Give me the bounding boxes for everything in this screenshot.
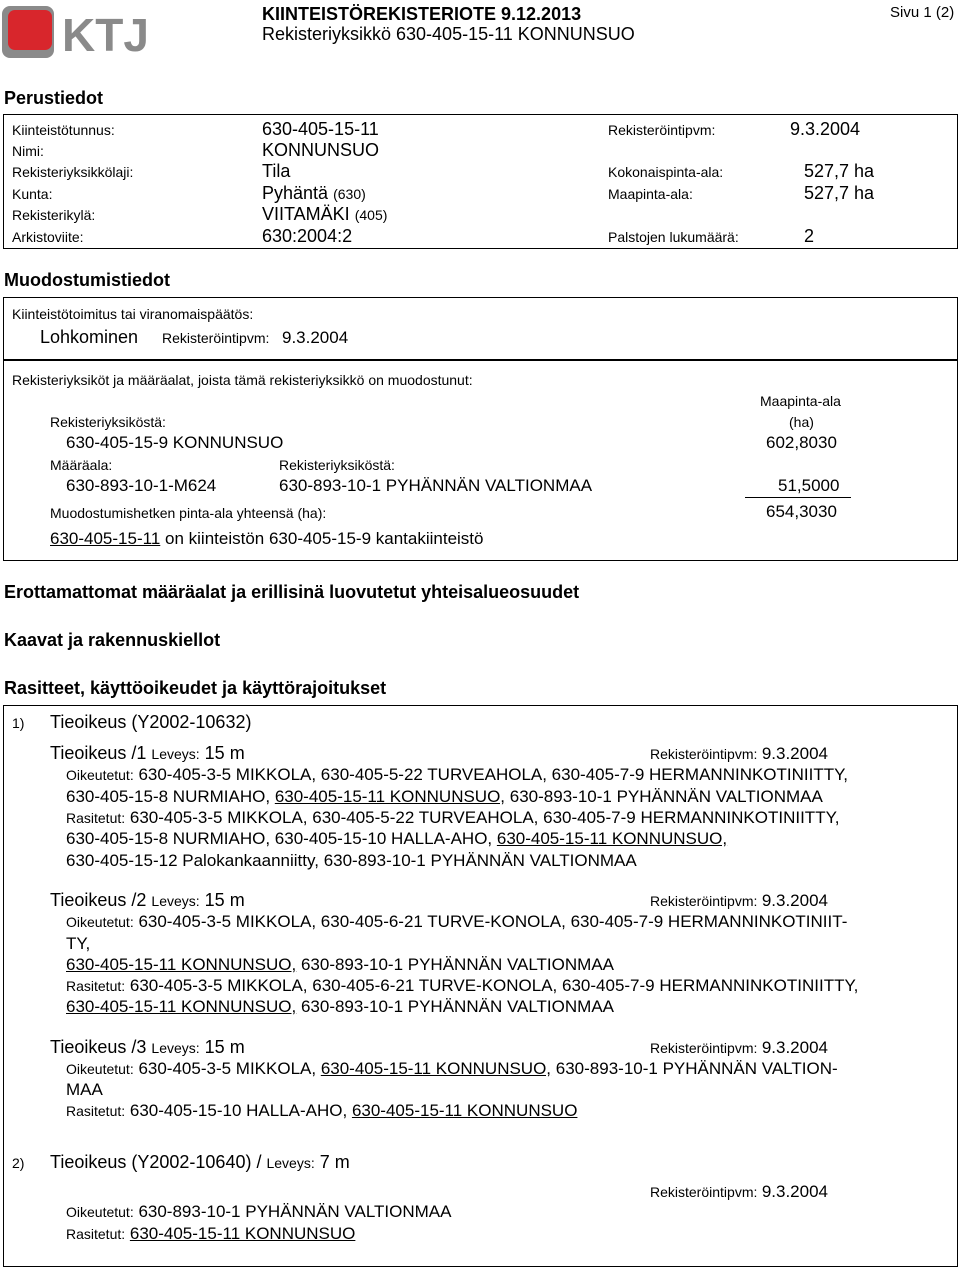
tieoikeus-2-oikeutetut-2: TY, — [66, 934, 91, 953]
oikeutetut-label: Oikeutetut: — [66, 1061, 134, 1077]
oik-text: 630-893-10-1 PYHÄNNÄN VALTION- — [551, 1059, 838, 1078]
tieoikeus-3-oikeutetut-2: MAA — [66, 1080, 103, 1099]
label-toimitus-rekpvm: Rekisteröintipvm: — [162, 330, 270, 346]
value-kyla — [262, 204, 387, 225]
oikeutetut-label: Oikeutetut: — [66, 1204, 134, 1220]
label-maaraala: Määräala: — [50, 457, 113, 473]
konnunsuo-link[interactable]: 630-405-15-11 KONNUNSUO, — [320, 1059, 552, 1078]
kyla-name: VIITAMÄKI — [262, 204, 350, 224]
oik-text: 630-893-10-1 PYHÄNNÄN VALTIONMAA — [296, 955, 614, 974]
ktj-logo — [2, 4, 149, 61]
label-nimi: Nimi: — [12, 143, 44, 159]
value-from2: 630-893-10-1 PYHÄNNÄN VALTIONMAA — [279, 476, 593, 495]
rasitetut-label: Rasitetut: — [66, 978, 126, 994]
label-kunta: Kunta: — [12, 186, 53, 202]
logo-text: KTJ — [62, 9, 149, 61]
label-toimitus: Kiinteistötoimitus tai viranomaispäätös: — [12, 306, 254, 322]
leveys-label: Leveys: — [266, 1155, 315, 1171]
label-rekpvm: Rekisteröintipvm: — [608, 122, 716, 138]
section-heading-muodostumistiedot: Muodostumistiedot — [4, 270, 170, 290]
ras-text: 630-405-15-10 HALLA-AHO, — [129, 1101, 352, 1120]
tieoikeus-2-rasitetut-2 — [66, 997, 614, 1017]
kunta-code: (630) — [333, 186, 366, 202]
rasite-2-rekpvm — [650, 1182, 828, 1202]
tieoikeus-1-rasitetut-1 — [66, 808, 839, 828]
konnunsuo-link[interactable]: 630-405-15-11 KONNUNSUO, — [66, 997, 297, 1016]
label-kiinteistotunnus: Kiinteistötunnus: — [12, 122, 115, 138]
value-rekpvm: 9.3.2004 — [790, 119, 861, 139]
tieoikeus-3-width: 15 m — [204, 1037, 245, 1057]
tieoikeus-1-rasitetut-2 — [66, 829, 727, 849]
label-maapinta: Maapinta-ala: — [608, 186, 693, 202]
rek-date: 9.3.2004 — [761, 744, 829, 763]
page-number: Sivu 1 (2) — [890, 4, 955, 21]
value-from-area: 602,8030 — [766, 433, 837, 452]
rasite-2-oikeutetut — [66, 1202, 451, 1222]
ras-text: 630-405-15-8 NURMIAHO, 630-405-15-10 HALLA-AHO, — [66, 829, 497, 848]
header-ha: (ha) — [789, 414, 814, 430]
sum-divider — [745, 497, 851, 498]
rasite-number-2: 2) — [12, 1155, 25, 1171]
value-palstat: 2 — [804, 226, 815, 246]
tieoikeus-1-title — [50, 743, 245, 764]
rek-label: Rekisteröintipvm: — [650, 1040, 758, 1056]
tieoikeus-2-rasitetut-1 — [66, 976, 858, 996]
section-heading-perustiedot: Perustiedot — [4, 88, 104, 108]
tieoikeus-1-rekpvm — [650, 744, 828, 764]
tieoikeus-2-oikeutetut-1 — [66, 912, 847, 932]
value-toimitus-rekpvm: 9.3.2004 — [282, 328, 349, 347]
report-subtitle: Rekisteriyksikkö 630-405-15-11 KONNUNSUO — [262, 24, 635, 44]
oikeutetut-value: 630-893-10-1 PYHÄNNÄN VALTIONMAA — [138, 1202, 452, 1221]
value-maaraala: 630-893-10-1-M624 — [66, 476, 217, 495]
tieoikeus-2-oikeutetut-3 — [66, 955, 614, 975]
konnunsuo-link[interactable]: 630-405-15-11 KONNUNSUO, — [66, 955, 297, 974]
tieoikeus-2-title — [50, 890, 245, 911]
value-kiinteistotunnus: 630-405-15-11 — [262, 119, 379, 139]
label-from2: Rekisteriyksiköstä: — [279, 457, 395, 473]
rasite-title-2 — [50, 1152, 350, 1173]
oikeutetut-label: Oikeutetut: — [66, 767, 134, 783]
konnunsuo-link[interactable]: 630-405-15-11 KONNUNSUO — [129, 1224, 356, 1243]
kantakiinteisto-note — [50, 529, 483, 549]
rasite-title-1: Tieoikeus (Y2002-10632) — [50, 712, 252, 732]
value-toimitus: Lohkominen — [40, 327, 139, 347]
ktj-logo-icon — [2, 4, 149, 61]
tieoikeus-2-name: Tieoikeus /2 — [50, 890, 147, 910]
leveys-label: Leveys: — [151, 1040, 200, 1056]
oik-text: 630-405-15-8 NURMIAHO, — [66, 787, 275, 806]
tieoikeus-2-width: 15 m — [204, 890, 245, 910]
rek-label: Rekisteröintipvm: — [650, 893, 758, 909]
tieoikeus-2-rekpvm — [650, 891, 828, 911]
label-laji: Rekisteriyksikkölaji: — [12, 164, 134, 180]
tieoikeus-1-rasitetut-3: 630-405-15-12 Palokankaanniitty, 630-893-10-1 PYHÄNNÄN VALTIONMAA — [66, 851, 637, 870]
oik-text: 630-893-10-1 PYHÄNNÄN VALTIONMAA — [505, 787, 823, 806]
report-title: KIINTEISTÖREKISTERIOTE 9.12.2013 — [262, 4, 582, 24]
rasitetut-label: Rasitetut: — [66, 1103, 126, 1119]
rek-date: 9.3.2004 — [761, 1182, 829, 1201]
tieoikeus-3-name: Tieoikeus /3 — [50, 1037, 147, 1057]
tieoikeus-1-width: 15 m — [204, 743, 245, 763]
value-maapinta: 527,7 ha — [804, 183, 875, 203]
label-palstat: Palstojen lukumäärä: — [608, 229, 739, 245]
tieoikeus-1-name: Tieoikeus /1 — [50, 743, 147, 763]
tieoikeus-3-rasitetut-1 — [66, 1101, 577, 1121]
value-maaraala-area: 51,5000 — [778, 476, 840, 495]
label-arkisto: Arkistoviite: — [12, 229, 84, 245]
kyla-code: (405) — [354, 207, 388, 223]
section-heading-kaavat: Kaavat ja rakennuskiellot — [4, 630, 221, 650]
rek-date: 9.3.2004 — [761, 1038, 829, 1057]
label-kyla: Rekisterikylä: — [12, 207, 96, 223]
konnunsuo-link[interactable]: 630-405-15-11 KONNUNSUO, — [274, 787, 506, 806]
leveys-label: Leveys: — [151, 893, 200, 909]
konnunsuo-link[interactable]: 630-405-15-11 KONNUNSUO, — [496, 829, 728, 848]
value-arkisto: 630:2004:2 — [262, 226, 353, 246]
rasite-2-name: Tieoikeus (Y2002-10640) / — [50, 1152, 267, 1172]
kunta-name: Pyhäntä — [262, 183, 329, 203]
value-laji: Tila — [262, 161, 291, 181]
section-heading-rasitteet: Rasitteet, käyttöoikeudet ja käyttörajoitukset — [4, 678, 387, 698]
tieoikeus-3-oikeutetut-1 — [66, 1059, 838, 1079]
value-from: 630-405-15-9 KONNUNSUO — [66, 433, 284, 452]
value-total: 654,3030 — [766, 502, 837, 521]
label-total: Muodostumishetken pinta-ala yhteensä (ha): — [50, 505, 327, 521]
oikeutetut-label: Oikeutetut: — [66, 914, 134, 930]
value-kokpinta: 527,7 ha — [804, 161, 875, 181]
value-kunta — [262, 183, 366, 204]
oik-text: 630-405-3-5 MIKKOLA, — [138, 1059, 321, 1078]
label-kokpinta: Kokonaispinta-ala: — [608, 164, 724, 180]
rek-date: 9.3.2004 — [761, 891, 829, 910]
tieoikeus-1-oikeutetut-2 — [66, 787, 823, 807]
value-nimi: KONNUNSUO — [262, 140, 380, 160]
rasitetut-label: Rasitetut: — [66, 1226, 126, 1242]
label-from: Rekisteriyksiköstä: — [50, 414, 166, 430]
rasitetut-value: 630-405-3-5 MIKKOLA, 630-405-5-22 TURVEAHOLA, 630-405-7-9 HERMANNINKOTINIITTY, — [129, 808, 840, 827]
header-maapinta-ala: Maapinta-ala — [760, 393, 841, 409]
leveys-label: Leveys: — [151, 746, 200, 762]
section-heading-erottamattomat: Erottamattomat määräalat ja erillisinä luovutetut yhteisalueosuudet — [4, 582, 580, 602]
rek-label: Rekisteröintipvm: — [650, 1184, 758, 1200]
oikeutetut-value: 630-405-3-5 MIKKOLA, 630-405-5-22 TURVEAHOLA, 630-405-7-9 HERMANNINKOTINIITTY, — [138, 765, 849, 784]
oikeutetut-value: 630-405-3-5 MIKKOLA, 630-405-6-21 TURVE-KONOLA, 630-405-7-9 HERMANNINKOTINIIT- — [138, 912, 848, 931]
konnunsuo-link[interactable]: 630-405-15-11 KONNUNSUO — [351, 1101, 578, 1120]
rek-label: Rekisteröintipvm: — [650, 746, 758, 762]
tieoikeus-3-rekpvm — [650, 1038, 828, 1058]
kanta-text: on kiinteistön 630-405-15-9 kantakiinteistö — [160, 529, 484, 548]
tieoikeus-1-oikeutetut-1 — [66, 765, 848, 785]
rasite-number-1: 1) — [12, 715, 25, 731]
rasite-2-width: 7 m — [319, 1152, 350, 1172]
kanta-link[interactable]: 630-405-15-11 — [50, 529, 161, 548]
tieoikeus-3-title — [50, 1037, 245, 1058]
rasitetut-label: Rasitetut: — [66, 810, 126, 826]
rasite-2-rasitetut — [66, 1224, 355, 1244]
ras-text: 630-893-10-1 PYHÄNNÄN VALTIONMAA — [296, 997, 614, 1016]
rasitetut-value: 630-405-3-5 MIKKOLA, 630-405-6-21 TURVE-KONOLA, 630-405-7-9 HERMANNINKOTINIITTY, — [129, 976, 859, 995]
muodostuminen-intro: Rekisteriyksiköt ja määräalat, joista tämä rekisteriyksikkö on muodostunut: — [12, 372, 473, 388]
